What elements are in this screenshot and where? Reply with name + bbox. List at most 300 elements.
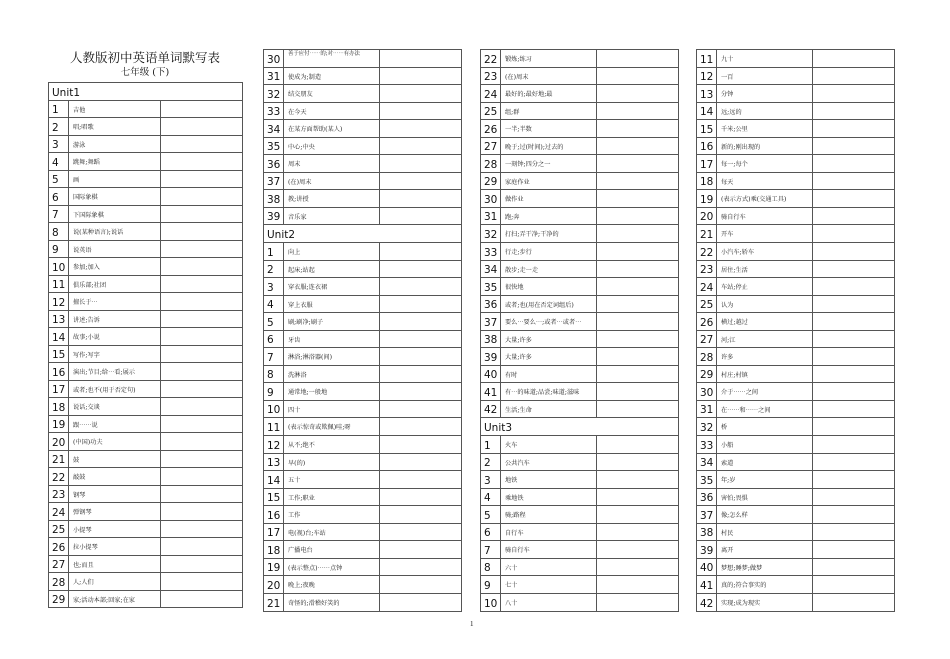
english-answer-cell[interactable]	[813, 593, 895, 611]
word-row	[264, 558, 462, 576]
english-answer-cell[interactable]	[380, 453, 462, 471]
row-number: 39	[264, 207, 284, 225]
word-row	[481, 295, 679, 313]
word-row	[264, 471, 462, 489]
chinese-meaning: 中心;中央	[284, 137, 380, 155]
word-row	[49, 100, 243, 118]
row-number: 30	[697, 383, 717, 401]
english-answer-cell[interactable]	[813, 278, 895, 296]
row-number: 5	[481, 506, 501, 524]
english-answer-cell[interactable]	[813, 523, 895, 541]
chinese-meaning: 开车	[717, 225, 813, 243]
english-answer-cell[interactable]	[161, 223, 243, 241]
chinese-meaning: 音乐家	[284, 207, 380, 225]
english-answer-cell[interactable]	[380, 313, 462, 331]
chinese-meaning: 说(某种语言);说话	[69, 223, 161, 241]
english-answer-cell[interactable]	[597, 365, 679, 383]
chinese-meaning: 演出;节目;给⋯看;展示	[69, 363, 161, 381]
row-number: 14	[264, 471, 284, 489]
word-row	[264, 348, 462, 366]
english-answer-cell[interactable]	[161, 363, 243, 381]
english-answer-cell[interactable]	[161, 538, 243, 556]
chinese-meaning: 家;活动本部;回家;在家	[69, 590, 161, 608]
english-answer-cell[interactable]	[161, 590, 243, 608]
word-row	[49, 538, 243, 556]
english-answer-cell[interactable]	[813, 137, 895, 155]
row-number: 21	[49, 450, 69, 468]
english-answer-cell[interactable]	[597, 506, 679, 524]
chinese-meaning: 地铁	[501, 471, 597, 489]
english-answer-cell[interactable]	[161, 398, 243, 416]
english-answer-cell[interactable]	[161, 468, 243, 486]
page-subtitle: 七年级 (下)	[120, 67, 170, 78]
word-row	[697, 120, 895, 138]
english-answer-cell[interactable]	[380, 330, 462, 348]
row-number: 19	[264, 558, 284, 576]
chinese-meaning: (表示惊奇或欺佩)哇;呀	[284, 418, 380, 436]
english-answer-cell[interactable]	[597, 471, 679, 489]
english-answer-cell[interactable]	[597, 207, 679, 225]
chinese-meaning: 新的;刚出现的	[717, 137, 813, 155]
row-number: 40	[481, 365, 501, 383]
word-row	[481, 278, 679, 296]
english-answer-cell[interactable]	[813, 67, 895, 85]
chinese-meaning: 写作;写字	[69, 345, 161, 363]
word-row	[697, 67, 895, 85]
english-answer-cell[interactable]	[161, 258, 243, 276]
row-number: 13	[49, 310, 69, 328]
word-row	[697, 576, 895, 594]
english-answer-cell[interactable]	[161, 380, 243, 398]
chinese-meaning: 害怕;畏惧	[717, 488, 813, 506]
chinese-meaning: 公共汽车	[501, 453, 597, 471]
english-answer-cell[interactable]	[380, 172, 462, 190]
row-number: 26	[481, 120, 501, 138]
english-answer-cell[interactable]	[597, 102, 679, 120]
row-number: 18	[264, 541, 284, 559]
english-answer-cell[interactable]	[380, 400, 462, 418]
row-number: 15	[697, 120, 717, 138]
english-answer-cell[interactable]	[813, 365, 895, 383]
english-answer-cell[interactable]	[380, 436, 462, 454]
english-answer-cell[interactable]	[161, 310, 243, 328]
english-answer-cell[interactable]	[813, 400, 895, 418]
english-answer-cell[interactable]	[813, 558, 895, 576]
chinese-meaning: 许多	[717, 348, 813, 366]
chinese-meaning: 洗淋浴	[284, 365, 380, 383]
row-number: 16	[697, 137, 717, 155]
chinese-meaning: 有⋯的味道;品尝;味道;滋味	[501, 383, 597, 401]
english-answer-cell[interactable]	[813, 313, 895, 331]
chinese-meaning: 五十	[284, 471, 380, 489]
row-number: 22	[49, 468, 69, 486]
chinese-meaning: (在)周末	[284, 172, 380, 190]
word-row	[481, 207, 679, 225]
english-answer-cell[interactable]	[161, 293, 243, 311]
chinese-meaning: 教;讲授	[284, 190, 380, 208]
english-answer-cell[interactable]	[161, 485, 243, 503]
english-answer-cell[interactable]	[597, 593, 679, 611]
row-number: 6	[49, 188, 69, 206]
english-answer-cell[interactable]	[813, 330, 895, 348]
chinese-meaning: 说英语	[69, 240, 161, 258]
english-answer-cell[interactable]	[380, 471, 462, 489]
chinese-meaning: 小船	[717, 436, 813, 454]
row-number: 33	[697, 436, 717, 454]
chinese-meaning: 淋浴;淋浴器(间)	[284, 348, 380, 366]
english-answer-cell[interactable]	[813, 225, 895, 243]
english-answer-cell[interactable]	[597, 137, 679, 155]
row-number: 37	[264, 172, 284, 190]
english-answer-cell[interactable]	[597, 348, 679, 366]
row-number: 29	[481, 172, 501, 190]
word-row	[481, 260, 679, 278]
row-number: 38	[481, 330, 501, 348]
row-number: 26	[697, 313, 717, 331]
chinese-meaning: 四十	[284, 400, 380, 418]
chinese-meaning: 分钟	[717, 85, 813, 103]
row-number: 22	[697, 243, 717, 261]
chinese-meaning: 最好的;最好地;最	[501, 85, 597, 103]
english-answer-cell[interactable]	[813, 120, 895, 138]
english-answer-cell[interactable]	[813, 190, 895, 208]
english-answer-cell[interactable]	[161, 573, 243, 591]
english-answer-cell[interactable]	[380, 558, 462, 576]
chinese-meaning: 刷;刷净;刷子	[284, 313, 380, 331]
row-number: 16	[49, 363, 69, 381]
unit-header: Unit2	[264, 225, 462, 243]
english-answer-cell[interactable]	[161, 205, 243, 223]
row-number: 38	[264, 190, 284, 208]
word-row	[264, 541, 462, 559]
english-answer-cell[interactable]	[161, 240, 243, 258]
row-number: 13	[697, 85, 717, 103]
english-answer-cell[interactable]	[597, 120, 679, 138]
row-number: 23	[49, 485, 69, 503]
row-number: 41	[697, 576, 717, 594]
word-row	[49, 468, 243, 486]
english-answer-cell[interactable]	[597, 155, 679, 173]
row-number: 27	[481, 137, 501, 155]
word-row	[49, 555, 243, 573]
english-answer-cell[interactable]	[380, 190, 462, 208]
english-answer-cell[interactable]	[813, 541, 895, 559]
english-answer-cell[interactable]	[813, 453, 895, 471]
english-answer-cell[interactable]	[380, 576, 462, 594]
chinese-meaning: 人;人们	[69, 573, 161, 591]
word-row	[481, 400, 679, 418]
chinese-meaning: 唱;唱歌	[69, 118, 161, 136]
english-answer-cell[interactable]	[813, 348, 895, 366]
english-answer-cell[interactable]	[380, 506, 462, 524]
row-number: 14	[697, 102, 717, 120]
chinese-meaning: 认为	[717, 295, 813, 313]
english-answer-cell[interactable]	[813, 172, 895, 190]
row-number: 24	[481, 85, 501, 103]
word-row	[697, 85, 895, 103]
word-row	[697, 488, 895, 506]
word-row	[264, 488, 462, 506]
chinese-meaning: 年;岁	[717, 471, 813, 489]
english-answer-cell[interactable]	[161, 153, 243, 171]
word-row	[697, 243, 895, 261]
english-answer-cell[interactable]	[380, 365, 462, 383]
english-answer-cell[interactable]	[380, 260, 462, 278]
chinese-meaning: 离开	[717, 541, 813, 559]
english-answer-cell[interactable]	[597, 260, 679, 278]
row-number: 7	[49, 205, 69, 223]
row-number: 12	[264, 436, 284, 454]
english-answer-cell[interactable]	[597, 330, 679, 348]
english-answer-cell[interactable]	[597, 576, 679, 594]
english-answer-cell[interactable]	[161, 415, 243, 433]
word-row	[49, 520, 243, 538]
chinese-meaning: 吉他	[69, 100, 161, 118]
chinese-meaning: (在)周末	[501, 67, 597, 85]
word-row	[49, 573, 243, 591]
english-answer-cell[interactable]	[597, 313, 679, 331]
row-number: 20	[697, 207, 717, 225]
row-number: 23	[481, 67, 501, 85]
chinese-meaning: 说话;交谈	[69, 398, 161, 416]
row-number: 39	[481, 348, 501, 366]
word-row	[481, 225, 679, 243]
word-row	[697, 295, 895, 313]
english-answer-cell[interactable]	[380, 348, 462, 366]
english-answer-cell[interactable]	[161, 520, 243, 538]
word-row	[481, 593, 679, 611]
english-answer-cell[interactable]	[161, 328, 243, 346]
word-row	[481, 453, 679, 471]
english-answer-cell[interactable]	[813, 436, 895, 454]
english-answer-cell[interactable]	[597, 225, 679, 243]
english-answer-cell[interactable]	[597, 190, 679, 208]
english-answer-cell[interactable]	[161, 275, 243, 293]
chinese-meaning: 做作业	[501, 190, 597, 208]
row-number: 8	[264, 365, 284, 383]
english-answer-cell[interactable]	[161, 450, 243, 468]
unit-header-row	[49, 83, 243, 101]
english-answer-cell[interactable]	[161, 345, 243, 363]
row-number: 26	[49, 538, 69, 556]
english-answer-cell[interactable]	[380, 137, 462, 155]
chinese-meaning: 晚于;过(时间);过去的	[501, 137, 597, 155]
english-answer-cell[interactable]	[597, 558, 679, 576]
word-row	[697, 453, 895, 471]
english-answer-cell[interactable]	[380, 85, 462, 103]
word-row	[49, 293, 243, 311]
english-answer-cell[interactable]	[380, 295, 462, 313]
word-row	[264, 576, 462, 594]
chinese-meaning: 锻炼;练习	[501, 50, 597, 68]
chinese-meaning: 组;群	[501, 102, 597, 120]
word-row	[49, 450, 243, 468]
row-number: 23	[697, 260, 717, 278]
chinese-meaning: 小汽车;轿车	[717, 243, 813, 261]
english-answer-cell[interactable]	[380, 593, 462, 611]
english-answer-cell[interactable]	[380, 67, 462, 85]
english-answer-cell[interactable]	[161, 433, 243, 451]
english-answer-cell[interactable]	[161, 100, 243, 118]
english-answer-cell[interactable]	[161, 118, 243, 136]
chinese-meaning: 居住;生活	[717, 260, 813, 278]
english-answer-cell[interactable]	[380, 418, 462, 436]
english-answer-cell[interactable]	[380, 523, 462, 541]
english-answer-cell[interactable]	[813, 243, 895, 261]
english-answer-cell[interactable]	[813, 576, 895, 594]
word-row	[264, 67, 462, 85]
word-row	[481, 313, 679, 331]
word-table-4	[696, 49, 895, 612]
chinese-meaning: 车站;停止	[717, 278, 813, 296]
word-row	[481, 243, 679, 261]
chinese-meaning: 九十	[717, 50, 813, 68]
chinese-meaning: (中国)功夫	[69, 433, 161, 451]
english-answer-cell[interactable]	[813, 506, 895, 524]
english-answer-cell[interactable]	[161, 188, 243, 206]
word-row	[697, 593, 895, 611]
page-number: 1	[470, 620, 474, 628]
english-answer-cell[interactable]	[380, 120, 462, 138]
english-answer-cell[interactable]	[380, 155, 462, 173]
english-answer-cell[interactable]	[813, 488, 895, 506]
word-row	[49, 380, 243, 398]
row-number: 3	[264, 278, 284, 296]
row-number: 37	[481, 313, 501, 331]
english-answer-cell[interactable]	[813, 471, 895, 489]
word-row	[697, 330, 895, 348]
english-answer-cell[interactable]	[597, 85, 679, 103]
word-row	[481, 471, 679, 489]
word-row	[481, 50, 679, 68]
english-answer-cell[interactable]	[813, 102, 895, 120]
word-row	[49, 223, 243, 241]
word-row	[481, 330, 679, 348]
word-row	[49, 485, 243, 503]
word-row	[264, 120, 462, 138]
row-number: 24	[697, 278, 717, 296]
chinese-meaning: 一刻钟;四分之一	[501, 155, 597, 173]
row-number: 1	[264, 243, 284, 261]
word-row	[264, 155, 462, 173]
row-number: 36	[264, 155, 284, 173]
english-answer-cell[interactable]	[380, 50, 462, 68]
english-answer-cell[interactable]	[597, 488, 679, 506]
chinese-meaning: 广播电台	[284, 541, 380, 559]
english-answer-cell[interactable]	[597, 67, 679, 85]
english-answer-cell[interactable]	[813, 50, 895, 68]
chinese-meaning: 火车	[501, 436, 597, 454]
chinese-meaning: 跳舞;舞蹈	[69, 153, 161, 171]
english-answer-cell[interactable]	[161, 555, 243, 573]
word-row	[481, 190, 679, 208]
english-answer-cell[interactable]	[380, 488, 462, 506]
english-answer-cell[interactable]	[813, 155, 895, 173]
english-answer-cell[interactable]	[161, 135, 243, 153]
word-row	[481, 506, 679, 524]
chinese-meaning: 要么⋯要么⋯;或者⋯或者⋯	[501, 313, 597, 331]
chinese-meaning: 参加;加入	[69, 258, 161, 276]
english-answer-cell[interactable]	[161, 170, 243, 188]
english-answer-cell[interactable]	[597, 243, 679, 261]
word-row	[49, 153, 243, 171]
english-answer-cell[interactable]	[380, 278, 462, 296]
row-number: 17	[264, 523, 284, 541]
chinese-meaning: 梦想;睡梦;做梦	[717, 558, 813, 576]
english-answer-cell[interactable]	[380, 243, 462, 261]
word-row	[49, 170, 243, 188]
row-number: 11	[49, 275, 69, 293]
english-answer-cell[interactable]	[597, 436, 679, 454]
english-answer-cell[interactable]	[380, 102, 462, 120]
row-number: 38	[697, 523, 717, 541]
word-row	[697, 172, 895, 190]
english-answer-cell[interactable]	[597, 400, 679, 418]
english-answer-cell[interactable]	[813, 85, 895, 103]
chinese-meaning: 牙齿	[284, 330, 380, 348]
chinese-meaning: 真的;符合事实的	[717, 576, 813, 594]
english-answer-cell[interactable]	[597, 172, 679, 190]
word-row	[697, 523, 895, 541]
word-row	[697, 260, 895, 278]
english-answer-cell[interactable]	[380, 383, 462, 401]
chinese-meaning: 每一;每个	[717, 155, 813, 173]
english-answer-cell[interactable]	[597, 50, 679, 68]
row-number: 4	[481, 488, 501, 506]
row-number: 9	[481, 576, 501, 594]
english-answer-cell[interactable]	[597, 541, 679, 559]
english-answer-cell[interactable]	[597, 295, 679, 313]
chinese-meaning: 家庭作业	[501, 172, 597, 190]
chinese-meaning: 在⋯⋯和⋯⋯之间	[717, 400, 813, 418]
english-answer-cell[interactable]	[813, 207, 895, 225]
page-title: 人教版初中英语单词默写表	[69, 50, 220, 65]
word-row	[481, 67, 679, 85]
word-row	[49, 590, 243, 608]
english-answer-cell[interactable]	[161, 503, 243, 521]
english-answer-cell[interactable]	[597, 383, 679, 401]
english-answer-cell[interactable]	[813, 260, 895, 278]
word-row	[481, 383, 679, 401]
english-answer-cell[interactable]	[597, 278, 679, 296]
row-number: 29	[697, 365, 717, 383]
row-number: 32	[481, 225, 501, 243]
chinese-meaning: 骑自行车	[717, 207, 813, 225]
word-row	[264, 400, 462, 418]
chinese-meaning: 通常地;一般地	[284, 383, 380, 401]
english-answer-cell[interactable]	[813, 383, 895, 401]
row-number: 18	[697, 172, 717, 190]
word-table-1	[48, 82, 243, 608]
english-answer-cell[interactable]	[380, 541, 462, 559]
column-3	[480, 49, 679, 612]
word-row	[264, 383, 462, 401]
english-answer-cell[interactable]	[380, 207, 462, 225]
english-answer-cell[interactable]	[597, 523, 679, 541]
chinese-meaning: 弹钢琴	[69, 503, 161, 521]
chinese-meaning: 生活;生命	[501, 400, 597, 418]
chinese-meaning: (表示方式)乘(交通工具)	[717, 190, 813, 208]
english-answer-cell[interactable]	[597, 453, 679, 471]
row-number: 34	[264, 120, 284, 138]
english-answer-cell[interactable]	[813, 418, 895, 436]
row-number: 32	[697, 418, 717, 436]
chinese-meaning: 骑;路程	[501, 506, 597, 524]
row-number: 40	[697, 558, 717, 576]
word-row	[697, 436, 895, 454]
english-answer-cell[interactable]	[813, 295, 895, 313]
word-row	[49, 433, 243, 451]
